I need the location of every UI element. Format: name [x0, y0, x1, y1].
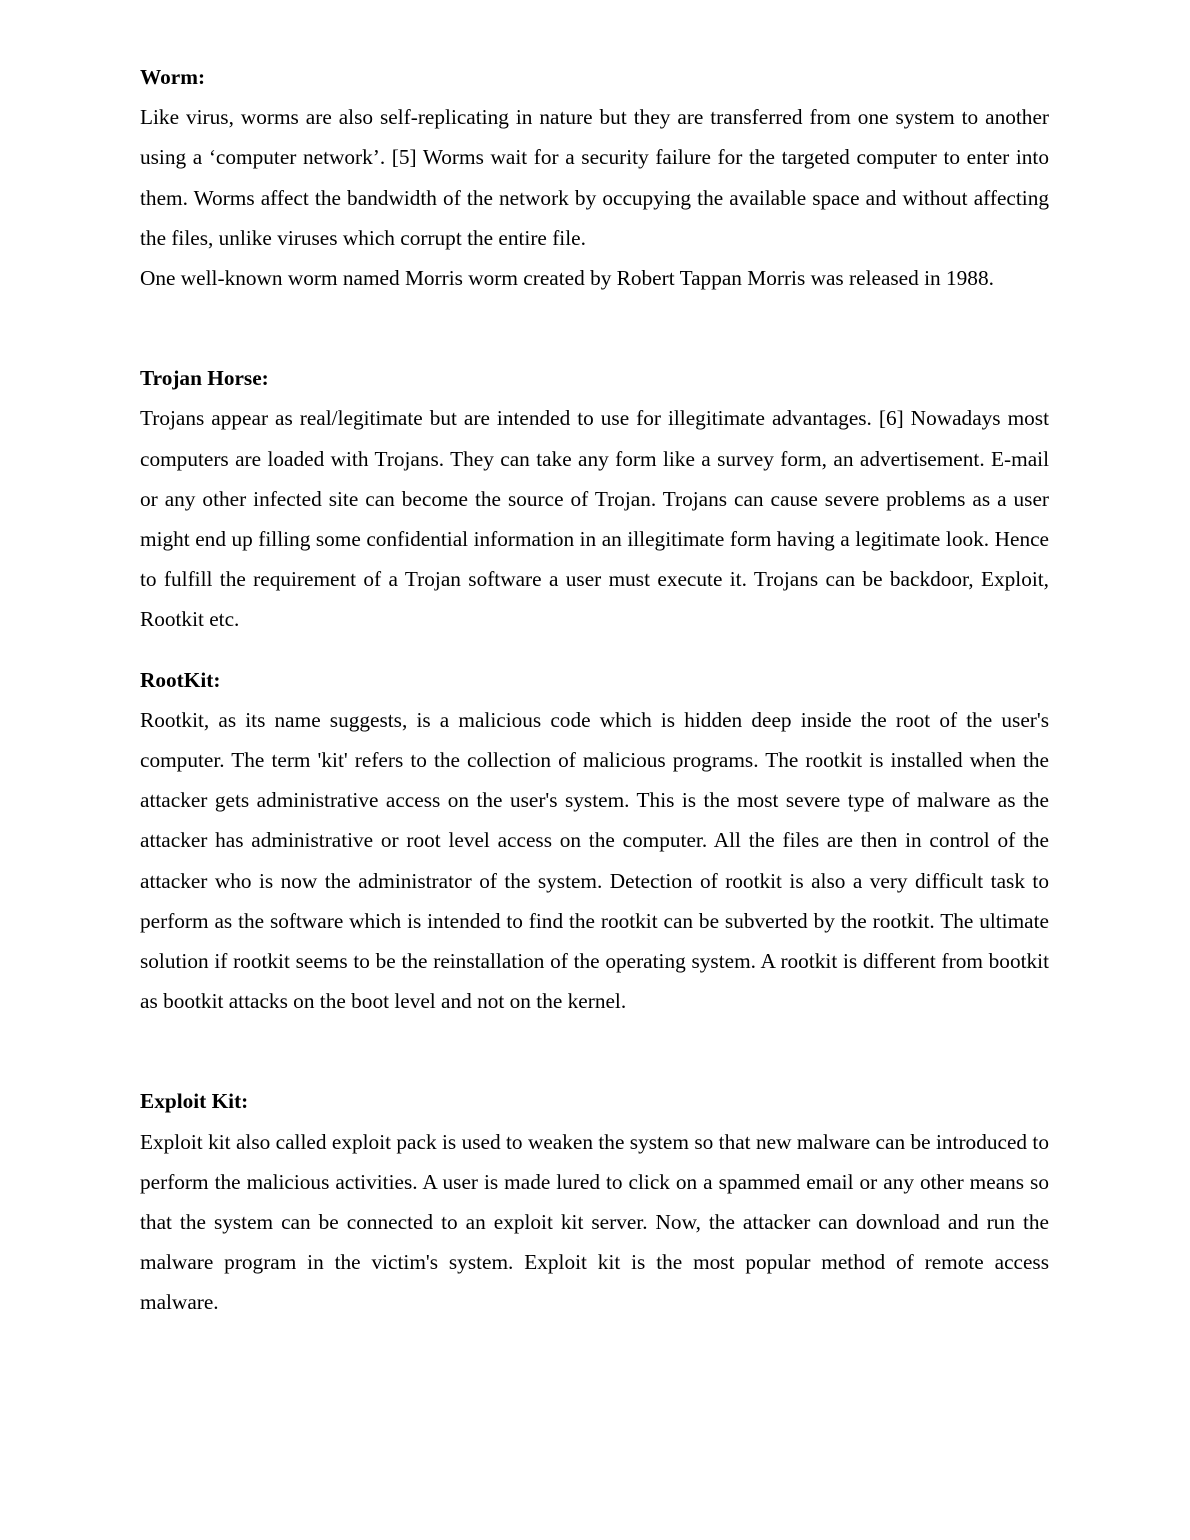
section-exploit-kit	[140, 1081, 1049, 1322]
section-heading-exploit-kit: Exploit Kit:	[140, 1089, 249, 1114]
section-heading-rootkit: RootKit:	[140, 667, 221, 692]
section-spacer	[140, 1021, 1049, 1081]
section-worm	[140, 57, 1049, 298]
section-trojan-horse	[140, 358, 1049, 639]
section-spacer	[140, 640, 1049, 660]
document-page	[140, 57, 1049, 1323]
paragraph: Exploit kit also called exploit pack is used to weaken the system so that new malware can be introduced to perform the malicious activities. A user is made lured to click on a spammed email or any other means so that the system can be connected to an exploit kit server. Now, the attacker can download and run the malware program in the victim's system. Exploit kit is the most popular method of remote access malware.	[140, 1129, 1049, 1315]
section-spacer	[140, 298, 1049, 358]
section-rootkit	[140, 660, 1049, 1022]
paragraph: Trojans appear as real/legitimate but are intended to use for illegitimate advantages. [6] Nowadays most computers are loaded with Trojans. They can take any form like a survey form, an advertisement. E-mail or any other infected site can become the source of Trojan. Trojans can cause severe problems as a user might end up filling some confidential information in an illegitimate form having a legitimate look. Hence to fulfill the requirement of a Trojan software a user must execute it. Trojans can be backdoor, Exploit, Rootkit etc.	[140, 406, 1049, 632]
section-heading-worm: Worm:	[140, 65, 206, 89]
section-heading-trojan-horse: Trojan Horse:	[140, 366, 269, 391]
paragraph: Rootkit, as its name suggests, is a malicious code which is hidden deep inside the root of the user's computer. The term 'kit' refers to the collection of malicious programs. The rootkit is installed when the attacker gets administrative access on the user's system. This is the most severe type of malware as the attacker has administrative or root level access on the computer. All the files are then in control of the attacker who is now the administrator of the system. Detection of rootkit is also a very difficult task to perform as the software which is intended to find the rootkit can be subverted by the rootkit. The ultimate solution if rootkit seems to be the reinstallation of the operating system. A rootkit is different from bootkit as bootkit attacks on the boot level and not on the kernel.	[140, 707, 1049, 1014]
paragraph: One well-known worm named Morris worm created by Robert Tappan Morris was released in 1988.	[140, 266, 994, 291]
paragraph: Like virus, worms are also self-replicating in nature but they are transferred from one system to another using a ‘computer network’. [5] Worms wait for a security failure for the targeted computer to enter into them. Worms affect the bandwidth of the network by occupying the available space and without affecting the files, unlike viruses which corrupt the entire file.	[140, 105, 1049, 250]
